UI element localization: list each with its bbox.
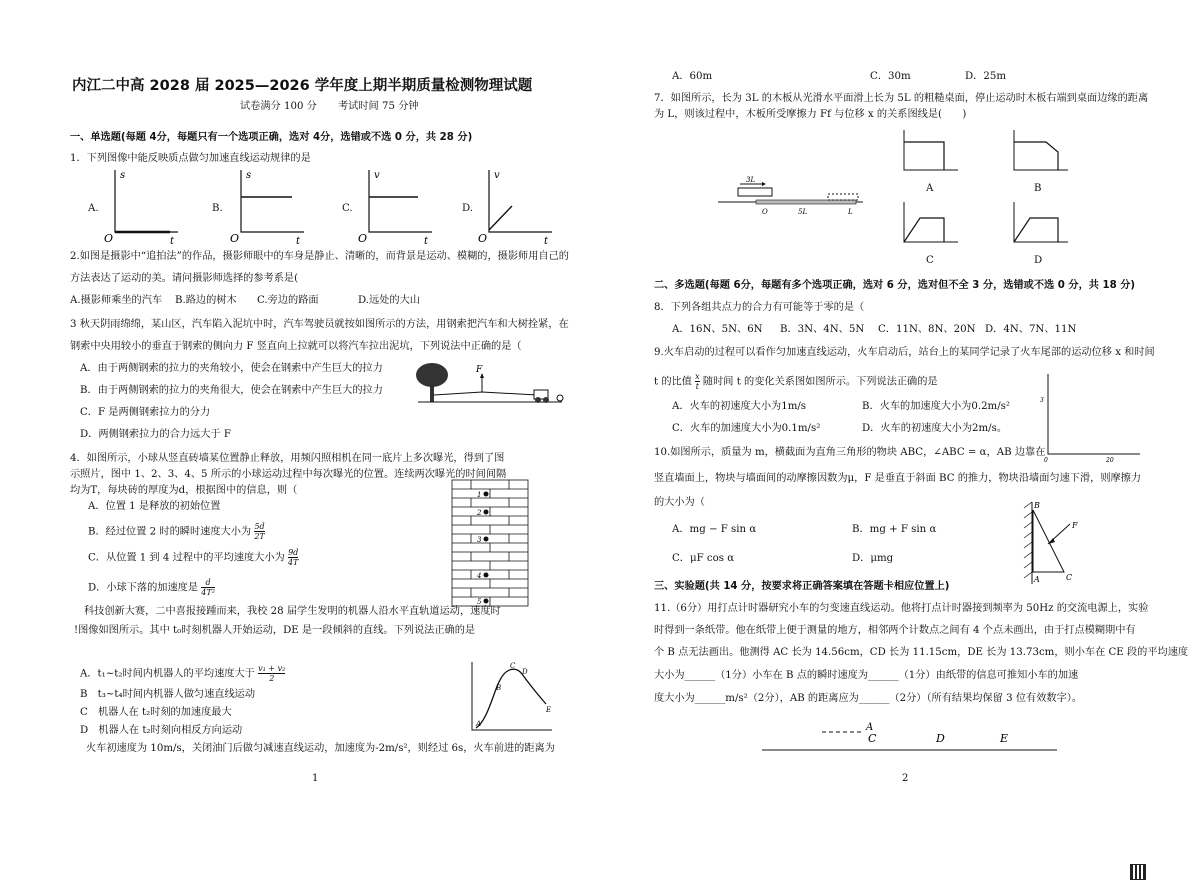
q1a-axis-y: s	[120, 170, 126, 181]
q7-graph-d	[1010, 200, 1070, 250]
q9-option-a: A．火车的初速度大小为1m/s	[672, 401, 807, 412]
q11-line2: 时得到一条纸带。他在纸带上便于测量的地方，相邻两个计数点之间有 4 个点未画出，由于打点模糊期中有	[654, 625, 1136, 636]
q10-option-a: A．mg − F sin α	[672, 524, 757, 535]
q10-option-d: D．μmg	[852, 553, 894, 564]
q5-point-d: D	[522, 668, 528, 676]
q9-tick-20: 20	[1106, 457, 1114, 464]
q7-label-a: A	[926, 183, 934, 194]
q9-line1: 9.火车启动的过程可以看作匀加速直线运动，火车启动后，站台上的某同学记录了火车尾部的运动位移 x 和时间	[654, 347, 1155, 358]
q1-graph-a	[104, 166, 180, 247]
q1b-origin: O	[230, 232, 240, 245]
q6-line1: 火车初速度为 10m/s，关闭油门后做匀减速直线运动，加速度为-2m/s²，则经过 6s，火车前进的距离为	[86, 743, 555, 754]
q9-option-b: B．火车的加速度大小为0.2m/s²	[862, 401, 1010, 412]
q11-line5: 度大小为______m/s²（2分），AB 的距离应为______（2分）（所有结果均保留 3 位有效数字）。	[654, 693, 1083, 704]
q5-point-c: C	[510, 662, 516, 670]
q10-line2: 竖直墙面上，物块与墙面间的动摩擦因数为μ，F 是垂直于斜面 BC 的推力，物块沿墙面匀速下滑，则摩擦力	[654, 473, 1142, 484]
q2-option-b: B.路边的树木	[175, 295, 237, 306]
q11-tape-figure	[762, 720, 1062, 754]
q5-point-b: B	[496, 684, 502, 692]
q1c-axis-y: v	[374, 170, 380, 181]
q5-vt-graph	[466, 660, 556, 736]
q7-label-3l: 3L	[746, 176, 756, 184]
q3-option-c: C．F 是两侧钢索拉力的分力	[80, 407, 211, 418]
q1d-origin: O	[478, 232, 488, 245]
q1-stem: 1．下列图像中能反映质点做匀加速直线运动规律的是	[70, 153, 311, 164]
q11-line3: 个 B 点无法画出。他测得 AC 长为 14.56cm，CD 长为 11.15cm，DE 长为 13.73cm，则小车在 CE 段的平均速度	[654, 647, 1189, 658]
q9-tick-0: 0	[1044, 457, 1048, 464]
q1d-axis-x: t	[544, 236, 549, 247]
q1-option-a: A.	[88, 203, 99, 214]
q4-option-d: D．小球下落的加速度是 $\frac{d}{\text{4T²}}$	[88, 578, 215, 597]
q3-option-a: A．由于两侧钢索的拉力的夹角较小，使会在钢索中产生巨大的拉力	[80, 363, 383, 374]
q8-option-d: D．4N、7N、11N	[985, 324, 1077, 335]
q7-board-table-figure	[718, 176, 878, 218]
q5-point-e: E	[546, 706, 552, 714]
q10-label-f: F	[1072, 521, 1078, 530]
q3-option-d: D．两侧钢索拉力的合力远大于 F	[80, 429, 231, 440]
q4-brick-wall-figure	[452, 480, 532, 608]
q9-line2: t 的比值 $\frac{x}{t}$ 随时间 t 的变化关系图如图所示。下列说法正确的是	[654, 372, 938, 391]
q1-graph-d	[478, 166, 554, 247]
q8-option-b: B．3N、4N、5N	[780, 324, 865, 335]
q4-option-b: B．经过位置 2 时的瞬时速度大小为 $\frac{5d}{2T}$	[88, 522, 265, 541]
q10-label-a: A	[1034, 575, 1040, 584]
q3-tree-car-figure	[412, 360, 572, 410]
q11-line4: 大小为______（1分）小车在 B 点的瞬时速度为______（1分）由纸带的信息可推知小车的加速	[654, 670, 1079, 681]
full-score: 试卷满分 100 分	[240, 101, 317, 112]
q5-line2: !图像如图所示。其中 t₀时刻机器人开始运动，DE 是一段倾斜的直线。下列说法正确的是	[74, 625, 476, 636]
q7-label-b: B	[1034, 183, 1042, 194]
q5-option-c: C 机器人在 t₂时刻的加速度最大	[80, 707, 232, 718]
q2-option-a: A.摄影师乘坐的汽车	[70, 295, 163, 306]
q3-option-b: B．由于两侧钢索的拉力的夹角很大，使会在钢索中产生巨大的拉力	[80, 385, 383, 396]
q1-option-b: B.	[212, 203, 223, 214]
q3-line2: 钢索中央用较小的垂直于钢索的侧向力 F 竖直向上拉就可以将汽车拉出泥坑，下列说法中正确的是（	[70, 341, 522, 352]
q9-option-d: D．火车的初速度大小为2m/s。	[862, 423, 1008, 434]
section2-heading: 二、多选题(每题 6分，每题有多个选项正确，选对 6 分，选对但不全 3 分，选错或不选 0 分，共 18 分)	[654, 280, 1136, 291]
q7-line1: 7．如图所示，长为 3L 的木板从光滑水平面滑上长为 5L 的粗糙桌面，停止运动时木板右端到桌面边缘的距离	[654, 93, 1149, 104]
q5-line1: 科技创新大赛，二中喜报接踵而来，我校 28 届学生发明的机器人沿水平直轨道运动，速度时	[84, 606, 501, 617]
q7-label-d: D	[1034, 255, 1043, 266]
q1a-origin: O	[104, 232, 114, 245]
q4-pos-1: 1	[477, 491, 482, 499]
q7-label-5l: 5L	[798, 208, 808, 216]
q11-line1: 11.（6分）用打点计时器研究小车的匀变速直线运动。他将打点计时器接到频率为 50Hz 的交流电源上，实验	[654, 603, 1149, 614]
q5-option-b: B t₃~t₄时间内机器人做匀速直线运动	[80, 689, 256, 700]
q5-point-a: A	[476, 720, 482, 728]
q2-option-c: C.旁边的路面	[257, 295, 319, 306]
q4-line2: 示照片，图中 1、2、3、4、5 所示的小球运动过程中每次曝光的位置。连续两次曝光的时间间隔	[70, 469, 507, 480]
q1a-axis-x: t	[170, 236, 175, 247]
q7-label-o: O	[762, 208, 768, 216]
q4-pos-5: 5	[477, 598, 482, 606]
q9-tick-3: 3	[1040, 397, 1044, 404]
q10-option-b: B．mg + F sin α	[852, 524, 937, 535]
q9-graph	[1036, 372, 1146, 466]
q4-line3: 均为T，每块砖的厚度为d，根据图中的信息，则（	[70, 485, 298, 496]
q1b-axis-x: t	[296, 236, 301, 247]
q7-line2: 为 L，则该过程中，木板所受摩擦力 Ff 与位移 x 的关系图线是( )	[654, 109, 967, 120]
qr-code-icon	[1130, 864, 1146, 880]
q1-option-c: C.	[342, 203, 353, 214]
q4-pos-4: 4	[477, 572, 482, 580]
q5-option-d: D 机器人在 t₂时刻向相反方向运动	[80, 725, 243, 736]
q5-option-a: A．t₁~t₂时间内机器人的平均速度大于 $\frac{\text{v₁ + v₂}}{2}$	[80, 664, 286, 683]
q6-option-c: C．30m	[870, 71, 911, 82]
q11-tape-c: C	[868, 732, 877, 745]
q4-line1: 4．如图所示，小球从竖直砖墙某位置静止释放，用频闪照相机在同一底片上多次曝光，得到了图	[70, 453, 505, 464]
q4-option-a: A．位置 1 是释放的初始位置	[88, 501, 221, 512]
q3-line1: 3 秋天阴雨绵绵，某山区，汽车陷入泥坑中时，汽车驾驶员就按如图所示的方法，用钢索把汽车和大树拴紧，在	[70, 319, 569, 330]
q8-option-a: A．16N、5N、6N	[672, 324, 763, 335]
q10-label-c: C	[1066, 573, 1073, 582]
page-number-1: 1	[312, 773, 319, 784]
q10-label-b: B	[1034, 501, 1040, 510]
q7-graph-c	[900, 200, 960, 250]
q8-stem: 8．下列各组共点力的合力有可能等于零的是（	[654, 302, 865, 313]
q2-line1: 2.如图是摄影中“追拍法”的作品，摄影师眼中的车身是静止、清晰的，而背景是运动、模糊的，摄影师用自己的	[70, 251, 569, 262]
page-number-2: 2	[902, 773, 909, 784]
q1b-axis-y: s	[246, 170, 252, 181]
exam-title: 内江二中高 2028 届 2025—2026 学年度上期半期质量检测物理试题	[72, 78, 533, 94]
q4-option-c: C．从位置 1 到 4 过程中的平均速度大小为 $\frac{9d}{4T}$	[88, 548, 299, 567]
q10-option-c: C．μF cos α	[672, 553, 735, 564]
q4-pos-2: 2	[477, 509, 482, 517]
q1c-axis-x: t	[424, 236, 429, 247]
section3-heading: 三、实验题(共 14 分，按要求将正确答案填在答题卡相应位置上)	[654, 581, 950, 592]
q11-tape-d: D	[936, 732, 945, 745]
q8-option-c: C．11N、8N、20N	[878, 324, 976, 335]
exam-duration: 考试时间 75 分钟	[338, 101, 419, 112]
q3-force-label: F	[476, 365, 483, 375]
q7-label-c: C	[926, 255, 934, 266]
q7-graph-b	[1010, 128, 1070, 178]
q1-graph-b	[230, 166, 306, 247]
q2-line2: 方法表达了运动的美。请问摄影师选择的参考系是(	[70, 273, 299, 284]
q6-option-a: A．60m	[672, 71, 713, 82]
q1-option-d: D.	[462, 203, 474, 214]
q10-line3: 的大小为（	[654, 497, 705, 508]
q2-option-d: D.远处的大山	[358, 295, 420, 306]
q10-line1: 10.如图所示，质量为 m，横截面为直角三角形的物块 ABC，∠ABC = α，AB 边靠在	[654, 447, 1046, 458]
q6-option-d: D．25m	[965, 71, 1006, 82]
q10-wedge-figure	[1020, 500, 1080, 590]
q9-option-c: C．火车的加速度大小为0.1m/s²	[672, 423, 821, 434]
section1-heading: 一、单选题(每题 4分，每题只有一个选项正确，选对 4分，选错或不选 0 分，共 28 分)	[70, 132, 473, 143]
q7-graph-a	[900, 128, 960, 178]
q7-label-l: L	[848, 208, 853, 216]
q4-pos-3: 3	[477, 536, 482, 544]
q1d-axis-y: v	[494, 170, 500, 181]
q1c-origin: O	[358, 232, 368, 245]
q11-tape-a: A	[866, 722, 874, 733]
q1-graph-c	[358, 166, 434, 247]
q11-tape-e: E	[1000, 732, 1009, 745]
